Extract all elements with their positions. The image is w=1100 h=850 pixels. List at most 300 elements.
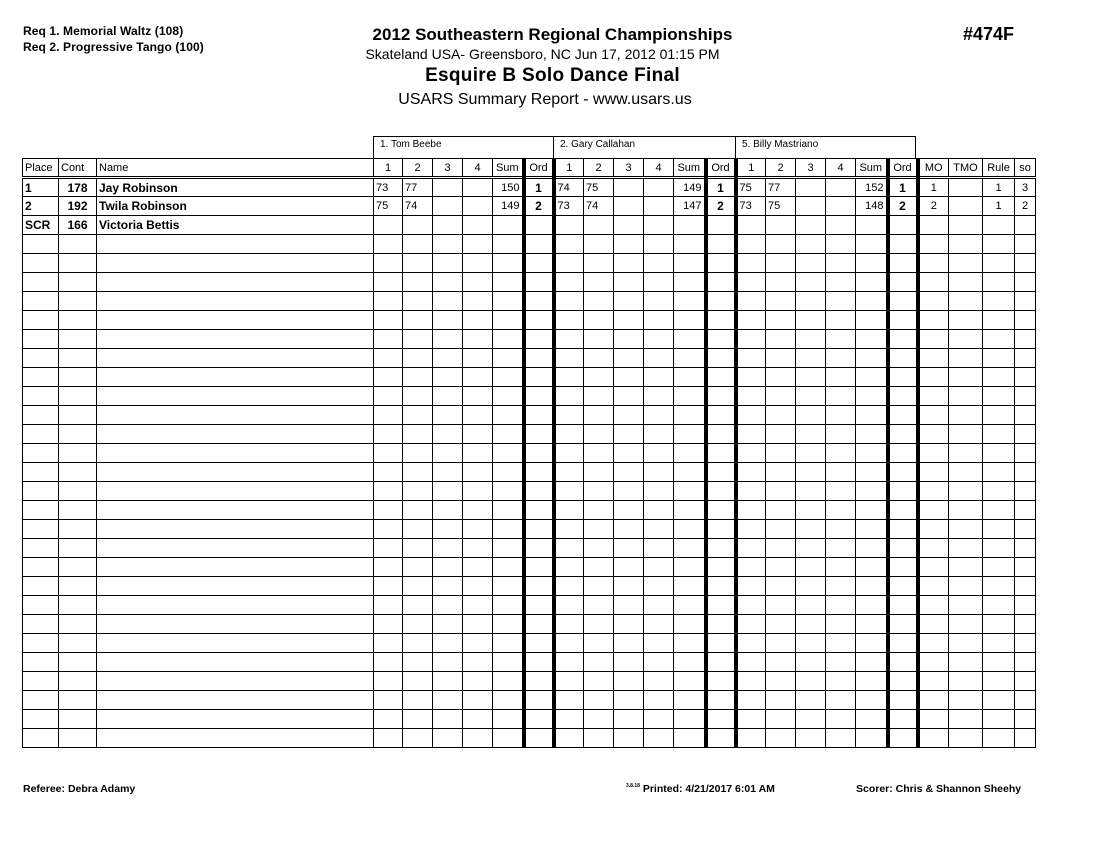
place-cell xyxy=(23,273,59,292)
score-2-cell xyxy=(766,330,796,349)
score-2-cell xyxy=(403,349,433,368)
sum-cell: 152 xyxy=(856,178,888,197)
score-1-cell: 73 xyxy=(374,178,403,197)
ordinal-cell xyxy=(706,710,736,729)
mo-cell xyxy=(918,273,949,292)
score-1-cell xyxy=(554,235,584,254)
sum-cell xyxy=(856,368,888,387)
score-3-cell xyxy=(796,672,826,691)
score-4-cell xyxy=(463,178,493,197)
col-place: Place xyxy=(23,159,59,178)
table-row xyxy=(23,178,1036,197)
score-3-cell xyxy=(433,197,463,216)
name-cell xyxy=(97,482,374,501)
score-2-cell xyxy=(584,558,614,577)
table-row xyxy=(23,672,1036,691)
score-3-cell xyxy=(614,216,644,235)
score-3-cell xyxy=(433,463,463,482)
cont-cell xyxy=(59,520,97,539)
name-cell xyxy=(97,615,374,634)
score-3-cell xyxy=(796,463,826,482)
score-1-cell xyxy=(736,577,766,596)
score-3-cell xyxy=(614,615,644,634)
rule-cell xyxy=(983,729,1015,748)
name-cell xyxy=(97,273,374,292)
score-1-cell xyxy=(374,482,403,501)
score-3-cell xyxy=(433,520,463,539)
ordinal-cell xyxy=(524,235,554,254)
so-cell xyxy=(1015,501,1036,520)
ordinal-cell xyxy=(706,672,736,691)
mo-cell xyxy=(918,539,949,558)
score-4-cell xyxy=(826,444,856,463)
table-row xyxy=(23,368,1036,387)
score-2-cell xyxy=(766,444,796,463)
ordinal-cell xyxy=(524,558,554,577)
score-3-cell xyxy=(614,691,644,710)
table-row xyxy=(23,539,1036,558)
col-tmo: TMO xyxy=(949,159,983,178)
mo-cell: 2 xyxy=(918,197,949,216)
tmo-cell xyxy=(949,349,983,368)
sum-cell xyxy=(674,216,706,235)
ordinal-cell xyxy=(524,653,554,672)
table-row xyxy=(23,330,1036,349)
score-3-cell xyxy=(433,406,463,425)
so-cell: 3 xyxy=(1015,178,1036,197)
name-cell xyxy=(97,558,374,577)
col-j2-3: 3 xyxy=(614,159,644,178)
ordinal-cell xyxy=(888,425,918,444)
ordinal-cell xyxy=(888,216,918,235)
score-2-cell xyxy=(584,425,614,444)
score-1-cell xyxy=(554,577,584,596)
score-3-cell xyxy=(614,520,644,539)
place-cell xyxy=(23,368,59,387)
sum-cell: 150 xyxy=(493,178,524,197)
place-cell xyxy=(23,425,59,444)
table-row xyxy=(23,710,1036,729)
score-1-cell xyxy=(374,710,403,729)
score-1-cell xyxy=(554,558,584,577)
so-cell xyxy=(1015,387,1036,406)
ordinal-cell xyxy=(524,292,554,311)
score-3-cell xyxy=(614,558,644,577)
required-dance-1: Req 1. Memorial Waltz (108) xyxy=(23,24,184,38)
table-row xyxy=(23,406,1036,425)
score-1-cell xyxy=(736,596,766,615)
score-4-cell xyxy=(644,710,674,729)
required-dance-2: Req 2. Progressive Tango (100) xyxy=(23,40,204,54)
sum-cell xyxy=(674,482,706,501)
score-3-cell xyxy=(433,710,463,729)
score-2-cell xyxy=(403,729,433,748)
score-2-cell xyxy=(766,577,796,596)
score-2-cell xyxy=(584,463,614,482)
score-2-cell xyxy=(584,444,614,463)
place-cell xyxy=(23,387,59,406)
score-1-cell xyxy=(554,539,584,558)
ordinal-cell xyxy=(888,349,918,368)
sum-cell xyxy=(856,311,888,330)
score-1-cell xyxy=(736,444,766,463)
score-2-cell xyxy=(766,672,796,691)
ordinal-cell xyxy=(524,501,554,520)
score-4-cell xyxy=(826,634,856,653)
score-4-cell xyxy=(463,634,493,653)
score-4-cell xyxy=(644,653,674,672)
so-cell xyxy=(1015,330,1036,349)
score-2-cell xyxy=(403,615,433,634)
score-4-cell xyxy=(644,349,674,368)
score-4-cell xyxy=(463,311,493,330)
score-3-cell xyxy=(614,653,644,672)
sum-cell xyxy=(493,292,524,311)
cont-cell xyxy=(59,634,97,653)
score-4-cell xyxy=(826,178,856,197)
score-2-cell xyxy=(584,577,614,596)
col-rule: Rule xyxy=(983,159,1015,178)
score-4-cell xyxy=(644,596,674,615)
score-3-cell xyxy=(796,710,826,729)
ordinal-cell xyxy=(888,254,918,273)
score-4-cell xyxy=(463,615,493,634)
ordinal-cell xyxy=(524,349,554,368)
score-1-cell xyxy=(736,216,766,235)
sum-cell xyxy=(493,406,524,425)
table-row xyxy=(23,577,1036,596)
col-j1-3: 3 xyxy=(433,159,463,178)
score-2-cell xyxy=(403,463,433,482)
ordinal-cell: 1 xyxy=(888,178,918,197)
sum-cell xyxy=(674,596,706,615)
event-number: #474F xyxy=(963,24,1015,44)
sum-cell: 149 xyxy=(674,178,706,197)
score-3-cell xyxy=(796,634,826,653)
so-cell xyxy=(1015,634,1036,653)
score-3-cell xyxy=(614,197,644,216)
score-1-cell xyxy=(374,672,403,691)
ordinal-cell xyxy=(706,482,736,501)
score-4-cell xyxy=(463,539,493,558)
sum-cell xyxy=(856,254,888,273)
score-1-cell xyxy=(374,425,403,444)
table-row xyxy=(23,197,1036,216)
mo-cell xyxy=(918,710,949,729)
score-3-cell xyxy=(796,558,826,577)
place-cell xyxy=(23,406,59,425)
sum-cell xyxy=(856,216,888,235)
score-2-cell xyxy=(403,539,433,558)
col-cont: Cont xyxy=(59,159,97,178)
col-j2-1: 1 xyxy=(554,159,584,178)
score-1-cell xyxy=(374,729,403,748)
mo-cell xyxy=(918,691,949,710)
ordinal-cell xyxy=(706,444,736,463)
score-1-cell xyxy=(554,406,584,425)
mo-cell xyxy=(918,653,949,672)
so-cell xyxy=(1015,729,1036,748)
sum-cell xyxy=(856,558,888,577)
score-1-cell xyxy=(736,634,766,653)
table-row xyxy=(23,254,1036,273)
sum-cell xyxy=(493,425,524,444)
col-j3-3: 3 xyxy=(796,159,826,178)
mo-cell xyxy=(918,216,949,235)
score-2-cell xyxy=(403,406,433,425)
mo-cell xyxy=(918,330,949,349)
score-3-cell xyxy=(796,539,826,558)
score-4-cell xyxy=(826,197,856,216)
ordinal-cell xyxy=(706,577,736,596)
tmo-cell xyxy=(949,634,983,653)
tmo-cell xyxy=(949,368,983,387)
score-1-cell xyxy=(736,311,766,330)
score-1-cell xyxy=(554,463,584,482)
so-cell xyxy=(1015,425,1036,444)
col-j3-1: 1 xyxy=(736,159,766,178)
score-4-cell xyxy=(463,672,493,691)
ordinal-cell xyxy=(524,691,554,710)
sum-cell xyxy=(856,444,888,463)
ordinal-cell xyxy=(524,330,554,349)
tmo-cell xyxy=(949,444,983,463)
ordinal-cell xyxy=(524,311,554,330)
tmo-cell xyxy=(949,330,983,349)
cont-cell xyxy=(59,368,97,387)
score-4-cell xyxy=(463,501,493,520)
judge-header-3: 5. Billy Mastriano xyxy=(735,136,916,158)
rule-cell xyxy=(983,615,1015,634)
table-row xyxy=(23,482,1036,501)
ordinal-cell: 2 xyxy=(888,197,918,216)
score-3-cell xyxy=(614,672,644,691)
ordinal-cell xyxy=(888,672,918,691)
score-4-cell xyxy=(644,520,674,539)
cont-cell xyxy=(59,653,97,672)
col-j1-2: 2 xyxy=(403,159,433,178)
so-cell: 2 xyxy=(1015,197,1036,216)
rule-cell xyxy=(983,349,1015,368)
score-1-cell xyxy=(374,463,403,482)
tmo-cell xyxy=(949,577,983,596)
ordinal-cell xyxy=(706,729,736,748)
score-4-cell xyxy=(826,577,856,596)
place-cell: SCR xyxy=(23,216,59,235)
score-3-cell xyxy=(433,330,463,349)
ordinal-cell xyxy=(524,463,554,482)
ordinal-cell xyxy=(524,387,554,406)
score-1-cell xyxy=(374,292,403,311)
place-cell xyxy=(23,330,59,349)
name-cell xyxy=(97,672,374,691)
col-j3-sum: Sum xyxy=(856,159,888,178)
score-1-cell: 75 xyxy=(374,197,403,216)
tmo-cell xyxy=(949,558,983,577)
score-1-cell xyxy=(374,539,403,558)
score-4-cell xyxy=(644,406,674,425)
score-1-cell xyxy=(374,349,403,368)
col-j3-2: 2 xyxy=(766,159,796,178)
sum-cell xyxy=(856,539,888,558)
sum-cell xyxy=(856,577,888,596)
rule-cell xyxy=(983,273,1015,292)
score-4-cell xyxy=(644,482,674,501)
so-cell xyxy=(1015,349,1036,368)
place-cell xyxy=(23,444,59,463)
score-2-cell xyxy=(584,482,614,501)
score-1-cell xyxy=(736,653,766,672)
score-2-cell xyxy=(766,729,796,748)
sum-cell xyxy=(856,463,888,482)
ordinal-cell xyxy=(888,406,918,425)
score-2-cell xyxy=(766,273,796,292)
score-4-cell xyxy=(644,330,674,349)
sum-cell xyxy=(856,406,888,425)
score-1-cell xyxy=(736,729,766,748)
cont-cell xyxy=(59,444,97,463)
sum-cell xyxy=(493,577,524,596)
score-3-cell xyxy=(433,235,463,254)
sum-cell xyxy=(674,368,706,387)
ordinal-cell xyxy=(706,558,736,577)
so-cell xyxy=(1015,406,1036,425)
cont-cell xyxy=(59,729,97,748)
sum-cell xyxy=(493,653,524,672)
place-cell: 2 xyxy=(23,197,59,216)
score-2-cell xyxy=(766,368,796,387)
tmo-cell xyxy=(949,501,983,520)
cont-cell xyxy=(59,539,97,558)
score-4-cell xyxy=(644,539,674,558)
score-1-cell: 73 xyxy=(554,197,584,216)
score-2-cell xyxy=(766,482,796,501)
place-cell xyxy=(23,615,59,634)
score-2-cell xyxy=(403,273,433,292)
score-1-cell xyxy=(374,368,403,387)
rule-cell xyxy=(983,482,1015,501)
score-2-cell xyxy=(403,577,433,596)
cont-cell xyxy=(59,615,97,634)
score-3-cell xyxy=(796,596,826,615)
col-j1-sum: Sum xyxy=(493,159,524,178)
score-3-cell xyxy=(433,501,463,520)
tmo-cell xyxy=(949,387,983,406)
rule-cell xyxy=(983,596,1015,615)
score-4-cell xyxy=(463,292,493,311)
so-cell xyxy=(1015,539,1036,558)
ordinal-cell xyxy=(888,634,918,653)
sum-cell xyxy=(674,672,706,691)
mo-cell xyxy=(918,311,949,330)
score-3-cell xyxy=(433,292,463,311)
score-4-cell xyxy=(826,672,856,691)
rule-cell xyxy=(983,539,1015,558)
score-3-cell xyxy=(796,311,826,330)
score-1-cell xyxy=(554,710,584,729)
sum-cell xyxy=(674,615,706,634)
ordinal-cell xyxy=(524,634,554,653)
version-label: 3.8.18 xyxy=(626,783,640,789)
sum-cell xyxy=(493,349,524,368)
place-cell xyxy=(23,501,59,520)
score-3-cell xyxy=(433,577,463,596)
ordinal-cell xyxy=(706,254,736,273)
score-3-cell xyxy=(433,729,463,748)
place-cell: 1 xyxy=(23,178,59,197)
name-cell xyxy=(97,653,374,672)
ordinal-cell xyxy=(706,406,736,425)
rule-cell xyxy=(983,425,1015,444)
score-1-cell xyxy=(374,273,403,292)
sum-cell xyxy=(856,710,888,729)
score-4-cell xyxy=(826,292,856,311)
score-3-cell xyxy=(796,691,826,710)
tmo-cell xyxy=(949,710,983,729)
score-3-cell xyxy=(433,539,463,558)
score-1-cell xyxy=(554,292,584,311)
score-2-cell xyxy=(403,425,433,444)
score-3-cell xyxy=(614,368,644,387)
sum-cell xyxy=(856,653,888,672)
mo-cell xyxy=(918,406,949,425)
score-2-cell xyxy=(766,596,796,615)
tmo-cell xyxy=(949,178,983,197)
rule-cell xyxy=(983,254,1015,273)
score-2-cell xyxy=(403,653,433,672)
place-cell xyxy=(23,729,59,748)
score-1-cell xyxy=(554,691,584,710)
score-1-cell xyxy=(736,463,766,482)
ordinal-cell xyxy=(888,729,918,748)
score-4-cell xyxy=(826,596,856,615)
score-3-cell xyxy=(796,520,826,539)
score-4-cell xyxy=(644,501,674,520)
score-3-cell xyxy=(614,444,644,463)
score-2-cell xyxy=(584,216,614,235)
score-3-cell xyxy=(796,273,826,292)
ordinal-cell xyxy=(706,349,736,368)
score-2-cell xyxy=(766,311,796,330)
score-3-cell xyxy=(796,577,826,596)
score-4-cell xyxy=(644,197,674,216)
score-4-cell xyxy=(463,425,493,444)
score-1-cell xyxy=(374,330,403,349)
score-4-cell xyxy=(826,349,856,368)
tmo-cell xyxy=(949,311,983,330)
tmo-cell xyxy=(949,235,983,254)
score-4-cell xyxy=(463,235,493,254)
rule-cell: 1 xyxy=(983,197,1015,216)
tmo-cell xyxy=(949,273,983,292)
score-3-cell xyxy=(796,729,826,748)
score-3-cell xyxy=(614,254,644,273)
rule-cell xyxy=(983,216,1015,235)
score-2-cell xyxy=(766,539,796,558)
sum-cell xyxy=(493,596,524,615)
score-2-cell xyxy=(766,501,796,520)
table-row xyxy=(23,387,1036,406)
sum-cell xyxy=(493,216,524,235)
score-3-cell xyxy=(796,216,826,235)
score-1-cell xyxy=(736,349,766,368)
sum-cell xyxy=(856,501,888,520)
score-2-cell xyxy=(766,615,796,634)
score-4-cell xyxy=(644,425,674,444)
score-1-cell xyxy=(554,254,584,273)
score-2-cell xyxy=(403,311,433,330)
score-2-cell xyxy=(766,254,796,273)
